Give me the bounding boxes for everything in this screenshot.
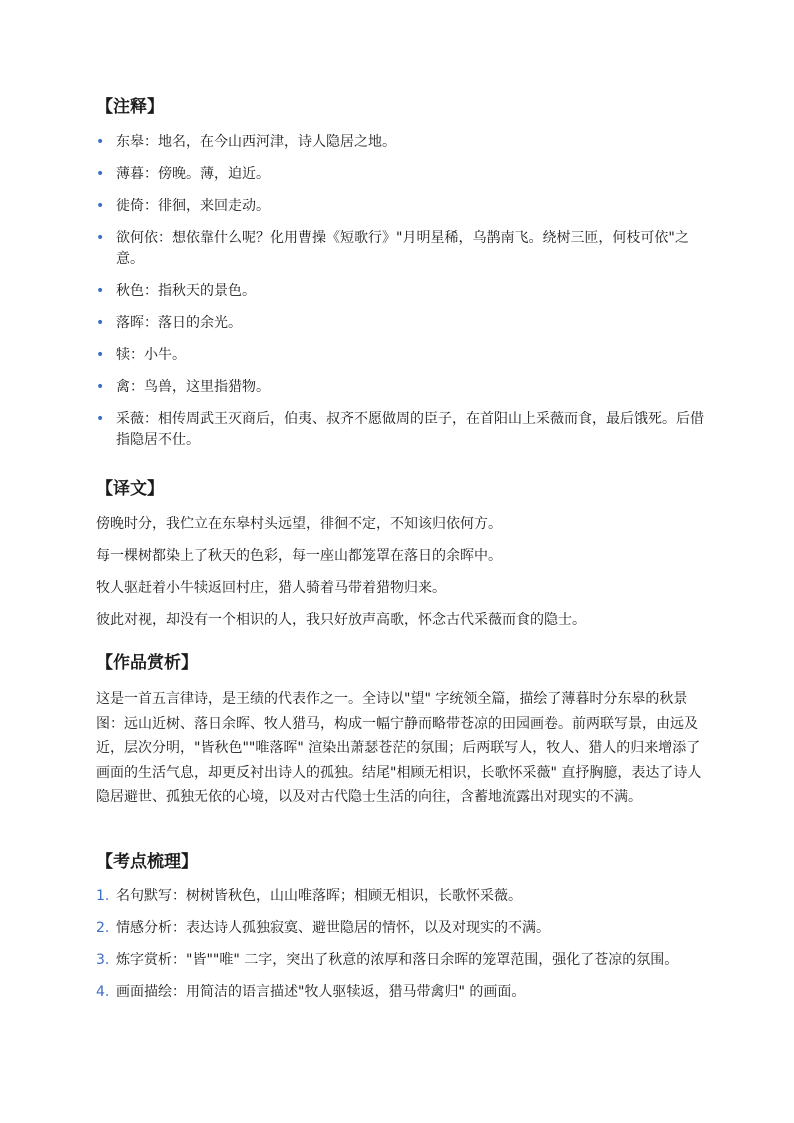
keypoint-number: 4. bbox=[96, 984, 110, 1000]
keypoint-item bbox=[96, 950, 716, 971]
keypoint-number: 2. bbox=[96, 920, 110, 936]
translation-paragraph: 彼此对视，却没有一个相识的人，我只好放声高歌，怀念古代采薇而食的隐士。 bbox=[96, 612, 586, 628]
keypoint-number: 1. bbox=[96, 888, 110, 904]
note-item: • 薄暮：傍晚。薄，迫近。 bbox=[96, 164, 706, 185]
note-item: • 禽：鸟兽，这里指猎物。 bbox=[96, 377, 706, 398]
keypoint-text: 名句默写：树树皆秋色，山山唯落晖；相顾无相识，长歌怀采薇。 bbox=[116, 888, 522, 904]
translation-heading: 【译文】 bbox=[96, 479, 164, 499]
keypoint-text: 炼字赏析："皆""唯" 二字，突出了秋意的浓厚和落日余晖的笼罩范围，强化了苍凉的氛围。 bbox=[116, 952, 679, 968]
translation-paragraph: 每一棵树都染上了秋天的色彩，每一座山都笼罩在落日的余晖中。 bbox=[96, 548, 502, 564]
keypoints-heading: 【考点梳理】 bbox=[96, 852, 198, 872]
translation-paragraph: 牧人驱赶着小牛犊返回村庄，猎人骑着马带着猎物归来。 bbox=[96, 580, 446, 596]
note-item: • 欲何依：想依靠什么呢？化用曹操《短歌行》"月明星稀，乌鹊南飞。绕树三匝，何枝可依"之意。 bbox=[96, 228, 706, 270]
appreciation-text: 这是一首五言律诗，是王绩的代表作之一。全诗以"望" 字统领全篇，描绘了薄暮时分东皋的秋景图：远山近树、落日余晖、牧人猎马，构成一幅宁静而略带苍凉的田园画卷。前两联写景，由远及近，层次分明，"皆秋色""唯落晖" 渲染出萧瑟苍茫的氛围；后两联写人，牧人、猎人的归来增添了画面的生活气息，却更反衬出诗人的孤独。结尾"相顾无相识，长歌怀采薇" 直抒胸臆，表达了诗人隐居避世、孤独无依的心境，以及对古代隐士生活的向往，含蓄地流露出对现实的不满。 bbox=[96, 691, 702, 805]
notes-heading: 【注释】 bbox=[96, 97, 164, 117]
note-item: • 东皋：地名，在今山西河津，诗人隐居之地。 bbox=[96, 132, 706, 153]
note-item: • 徙倚：徘徊，来回走动。 bbox=[96, 196, 706, 217]
keypoint-number: 3. bbox=[96, 952, 110, 968]
translation-paragraph: 傍晚时分，我伫立在东皋村头远望，徘徊不定，不知该归依何方。 bbox=[96, 516, 502, 532]
notes-list bbox=[96, 132, 706, 462]
keypoints-list bbox=[96, 886, 716, 1014]
keypoint-text: 情感分析：表达诗人孤独寂寞、避世隐居的情怀，以及对现实的不满。 bbox=[116, 920, 550, 936]
keypoint-item bbox=[96, 886, 716, 907]
keypoint-text: 画面描绘：用简洁的语言描述"牧人驱犊返，猎马带禽归" 的画面。 bbox=[116, 984, 526, 1000]
translation-body bbox=[96, 514, 706, 642]
note-item: • 落晖：落日的余光。 bbox=[96, 313, 706, 334]
note-item: • 秋色：指秋天的景色。 bbox=[96, 281, 706, 302]
appreciation-heading: 【作品赏析】 bbox=[96, 653, 198, 673]
note-item: • 采薇：相传周武王灭商后，伯夷、叔齐不愿做周的臣子，在首阳山上采薇而食，最后饿死。后借指隐居不仕。 bbox=[96, 409, 706, 451]
keypoint-item bbox=[96, 982, 716, 1003]
note-item: • 犊：小牛。 bbox=[96, 345, 706, 366]
keypoint-item bbox=[96, 918, 716, 939]
